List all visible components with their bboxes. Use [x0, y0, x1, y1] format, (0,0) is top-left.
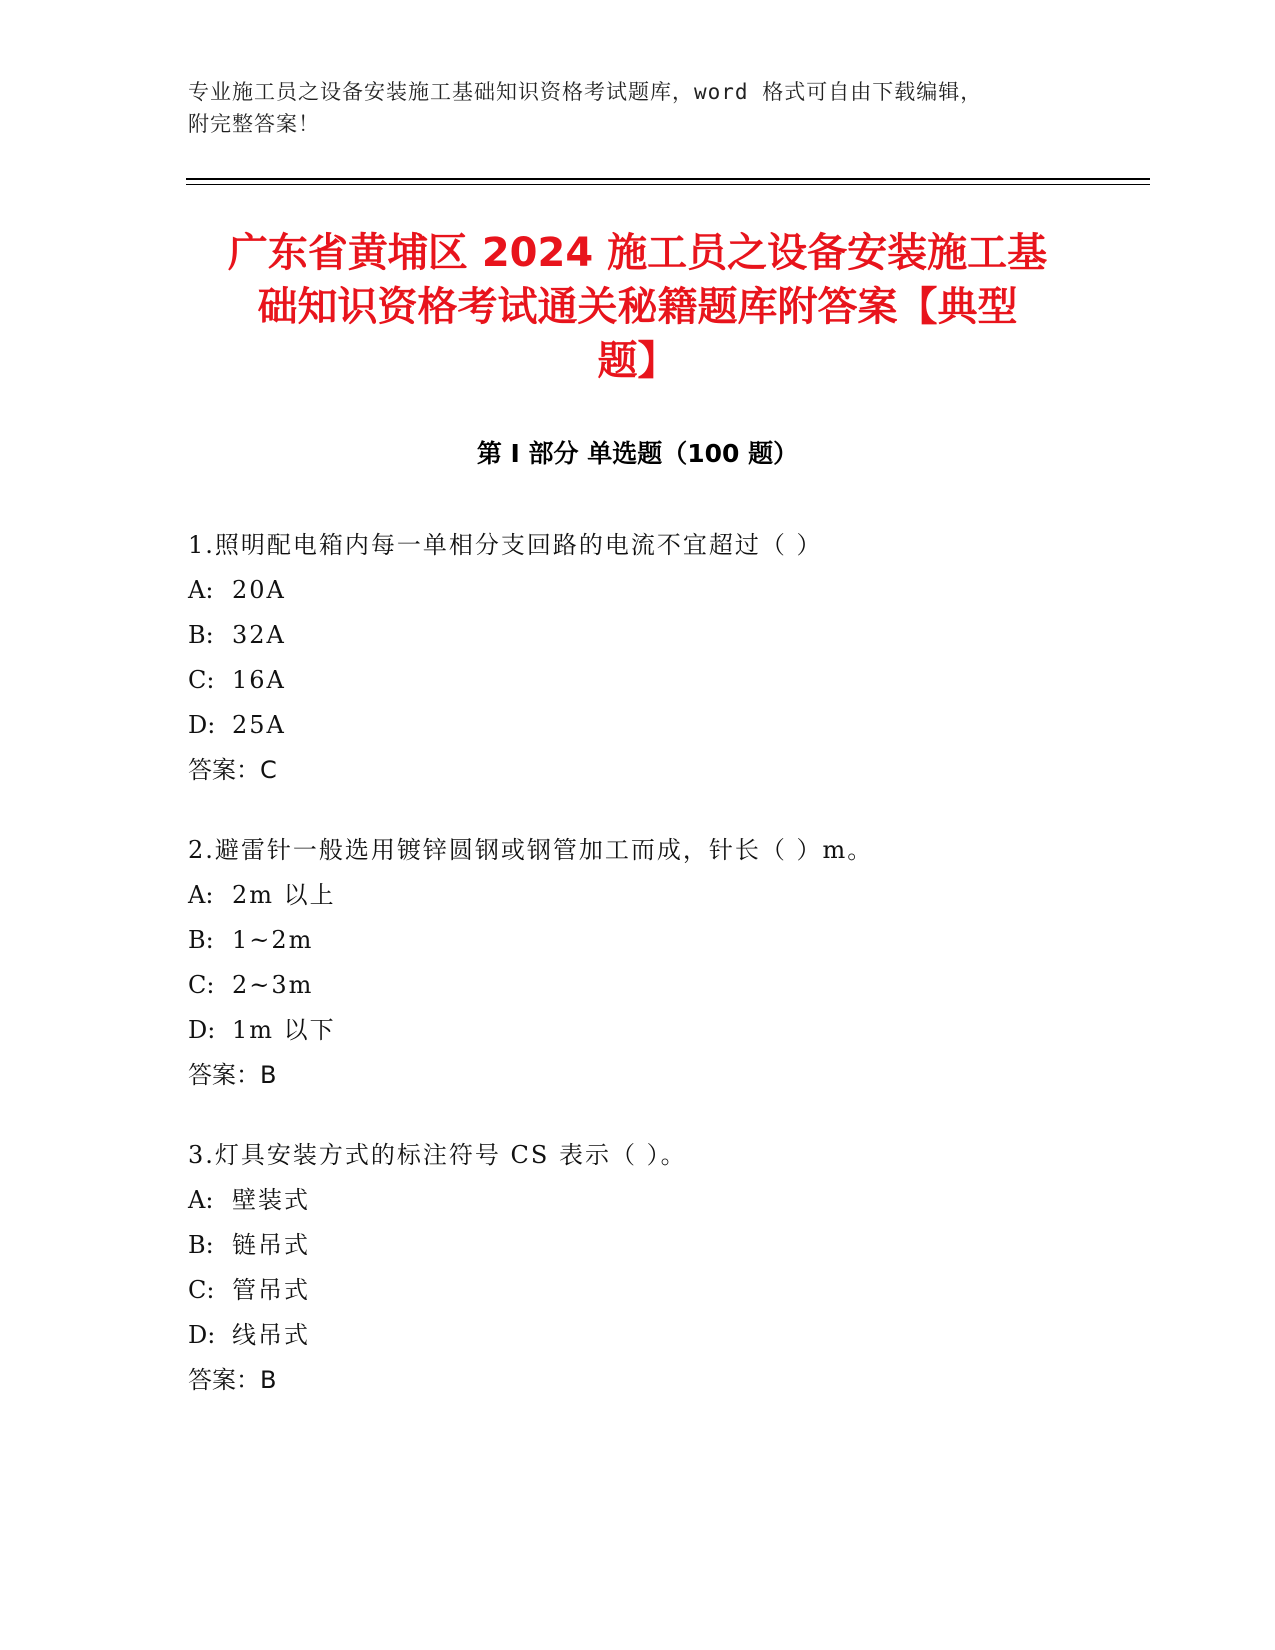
option-text: 1~2m [232, 926, 314, 954]
header-note-line-1: 专业施工员之设备安装施工基础知识资格考试题库，word 格式可自由下载编辑， [188, 80, 983, 104]
option-d [188, 1008, 1138, 1053]
option-key: C: [188, 666, 215, 694]
option-text: 线吊式 [232, 1321, 310, 1349]
question-stem: 1.照明配电箱内每一单相分支回路的电流不宜超过（ ） [188, 531, 823, 559]
question-2 [188, 828, 1138, 1098]
title-line-2: 础知识资格考试通关秘籍题库附答案【典型 [257, 284, 1018, 330]
option-c [188, 658, 1138, 703]
option-b [188, 918, 1138, 963]
option-text: 20A [232, 576, 286, 604]
option-key: A: [188, 576, 214, 604]
option-a [188, 1178, 1138, 1223]
option-text: 管吊式 [232, 1276, 310, 1304]
option-text: 1m 以下 [232, 1016, 336, 1044]
question-1 [188, 523, 1138, 793]
option-key: B: [188, 621, 214, 649]
title-line-1: 广东省黄埔区 2024 施工员之设备安装施工基 [227, 230, 1048, 276]
option-key: D: [188, 1016, 216, 1044]
question-stem: 2.避雷针一般选用镀锌圆钢或钢管加工而成，针长（ ）m。 [188, 836, 874, 864]
document-title [180, 226, 1095, 388]
answer: 答案：C [188, 756, 277, 784]
header-divider-thick [186, 178, 1150, 180]
option-text: 壁装式 [232, 1186, 310, 1214]
header-divider-thin [186, 184, 1150, 185]
option-b [188, 613, 1138, 658]
option-key: A: [188, 881, 214, 909]
option-key: D: [188, 1321, 216, 1349]
option-text: 2m 以上 [232, 881, 336, 909]
option-b [188, 1223, 1138, 1268]
option-c [188, 963, 1138, 1008]
option-text: 25A [232, 711, 286, 739]
option-d [188, 1313, 1138, 1358]
question-3 [188, 1133, 1138, 1403]
answer: 答案：B [188, 1061, 277, 1089]
option-a [188, 568, 1138, 613]
option-text: 链吊式 [232, 1231, 310, 1259]
option-key: B: [188, 1231, 214, 1259]
answer: 答案：B [188, 1366, 277, 1394]
header-note-line-2: 附完整答案！ [188, 112, 320, 136]
title-line-3: 题】 [597, 338, 678, 384]
option-c [188, 1268, 1138, 1313]
option-key: D: [188, 711, 216, 739]
option-key: C: [188, 1276, 215, 1304]
question-stem: 3.灯具安装方式的标注符号 CS 表示（ ）。 [188, 1141, 687, 1169]
option-key: A: [188, 1186, 214, 1214]
option-key: C: [188, 971, 215, 999]
option-d [188, 703, 1138, 748]
option-text: 2~3m [232, 971, 314, 999]
section-title: 第 I 部分 单选题（100 题） [476, 439, 799, 468]
header-note [188, 76, 1088, 140]
option-text: 16A [232, 666, 286, 694]
option-a [188, 873, 1138, 918]
option-key: B: [188, 926, 214, 954]
option-text: 32A [232, 621, 286, 649]
